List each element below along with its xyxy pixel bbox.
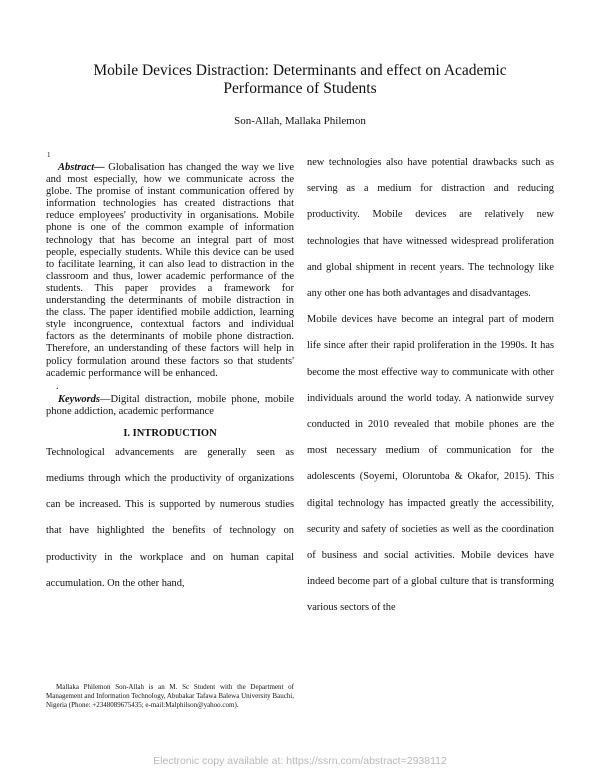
keywords [46, 394, 294, 418]
abstract [46, 162, 294, 380]
author-footnote: Mallaka Philemon Son-Allah is an M. Sc Student with the Department of Management and Information Technology, Abubakar Tafawa Balewa University Bauchi, Nigeria (Phone: +2348089675435; e-mail:Malphilson@yahoo.com). [46, 683, 294, 709]
intro-paragraph-right-2: Mobile devices have become an integral part of modern life since after their rapid proliferation in the 1990s. It has become the most effective way to communicate with other individuals around the world today. A nationwide survey conducted in 2010 revealed that mobile phones are the most necessary medium of communication for the adolescents (Soyemi, Oloruntoba & Okafor, 2015). This digital technology has impacted greatly the accessibility, security and safety of societies as well as the coordination of business and social activities. Mobile devices have indeed become part of a global culture that is transforming various sectors of the [307, 314, 554, 614]
stray-dot: . [56, 380, 59, 392]
paper-authors: Son-Allah, Mallaka Philemon [234, 115, 366, 127]
keywords-text: —Digital distraction, mobile phone, mobile phone addiction, academic performance [46, 393, 294, 417]
keywords-label: Keywords [58, 393, 100, 405]
paper-title: Mobile Devices Distraction: Determinants and effect on Academic Performance of Students [93, 62, 507, 97]
abstract-text: Globalisation has changed the way we live and most especially, how we communicate across the globe. The promise of instant communication offered by information technologies has created distractions that reduce employees' productivity in organisations. Mobile phone is one of the common example of information technology that has become an integral part of most people, especially students. While this device can be used to facilitate learning, it can also lead to distraction in the classroom and thus, lower academic performance of the students. This paper provides a framework for understanding the determinants of mobile distraction in the class. The paper identified mobile addiction, learning style incongruence, contextual factors and individual factors as the determinants of mobile phone distraction. Therefore, an understanding of these factors will help in policy formulation around these factors so that students' academic performance will be enhanced. [46, 162, 294, 379]
left-column [46, 162, 294, 597]
intro-paragraph-right-1: new technologies also have potential drawbacks such as serving as a medium for distraction and reducing productivity. Mobile devices are relatively new technologies that have witnessed widespread proliferation and global shipment in recent years. The technology like any other one has both advantages and disadvantages. [307, 157, 554, 300]
abstract-label: Abstract— [58, 162, 105, 173]
ssrn-footer: Electronic copy available at: https://ssrn.com/abstract=2938112 [153, 755, 447, 767]
right-column [307, 150, 554, 622]
intro-paragraph-left: Technological advancements are generally seen as mediums through which the productivity of organizations can be increased. This is supported by numerous studies that have highlighted the benefits of technology on productivity in the workplace and on human capital accumulation. On the other hand, [46, 446, 294, 589]
section-heading-introduction: I. INTRODUCTION [123, 427, 217, 439]
footnote-marker: 1 [47, 151, 51, 159]
